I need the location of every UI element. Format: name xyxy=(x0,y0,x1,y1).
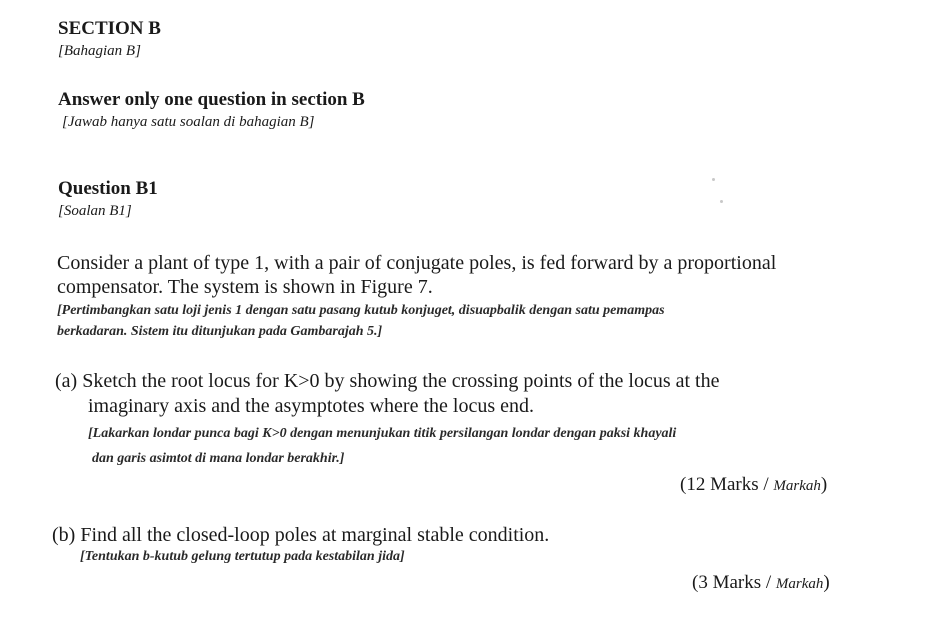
question-title-ms: [Soalan B1] xyxy=(58,203,132,219)
part-a-marks-prefix: (12 Marks / xyxy=(680,474,774,495)
part-a-ms-line2: dan garis asimtot di mana londar berakhir.] xyxy=(92,451,345,466)
part-b-ms-line1: [Tentukan b-kutub gelung tertutup pada kestabilan jida] xyxy=(80,549,405,564)
part-b-marks-suffix: ) xyxy=(823,572,830,593)
section-title-ms: [Bahagian B] xyxy=(58,43,141,59)
part-a-marks-suffix: ) xyxy=(820,474,828,495)
question-stem-ms-line1: [Pertimbangkan satu loji jenis 1 dengan satu pasang kutub konjuget, disuapbalik dengan satu pemampas xyxy=(57,303,665,318)
part-b-marks-prefix: (3 Marks / xyxy=(692,572,776,593)
question-stem-line2: compensator. The system is shown in Figure 7. xyxy=(57,276,433,298)
question-stem-line1: Consider a plant of type 1, with a pair of conjugate poles, is fed forward by a proportional xyxy=(57,252,777,274)
part-a-ms-line1: [Lakarkan londar punca bagi K>0 dengan menunjukan titik persilangan londar dengan paksi khayali xyxy=(88,426,677,441)
instruction-text: Answer only one question in section B xyxy=(58,89,365,110)
part-a-line2: imaginary axis and the asymptotes where the locus end. xyxy=(88,395,534,417)
part-b-line1: (b) Find all the closed-loop poles at marginal stable condition. xyxy=(52,524,550,546)
question-stem-ms-line2: berkadaran. Sistem itu ditunjukan pada Gambarajah 5.] xyxy=(57,324,383,339)
part-a-marks xyxy=(680,474,827,496)
instruction-text-ms: [Jawab hanya satu soalan di bahagian B] xyxy=(62,114,315,130)
section-title: SECTION B xyxy=(58,18,161,39)
scan-speck xyxy=(712,178,715,181)
part-a-line1: (a) Sketch the root locus for K>0 by showing the crossing points of the locus at the xyxy=(55,370,720,392)
scan-speck xyxy=(720,200,723,203)
part-b-marks-ms: Markah xyxy=(775,576,824,592)
part-b-marks xyxy=(692,572,830,594)
question-title: Question B1 xyxy=(58,178,158,199)
part-a-marks-ms: Markah xyxy=(773,478,821,494)
